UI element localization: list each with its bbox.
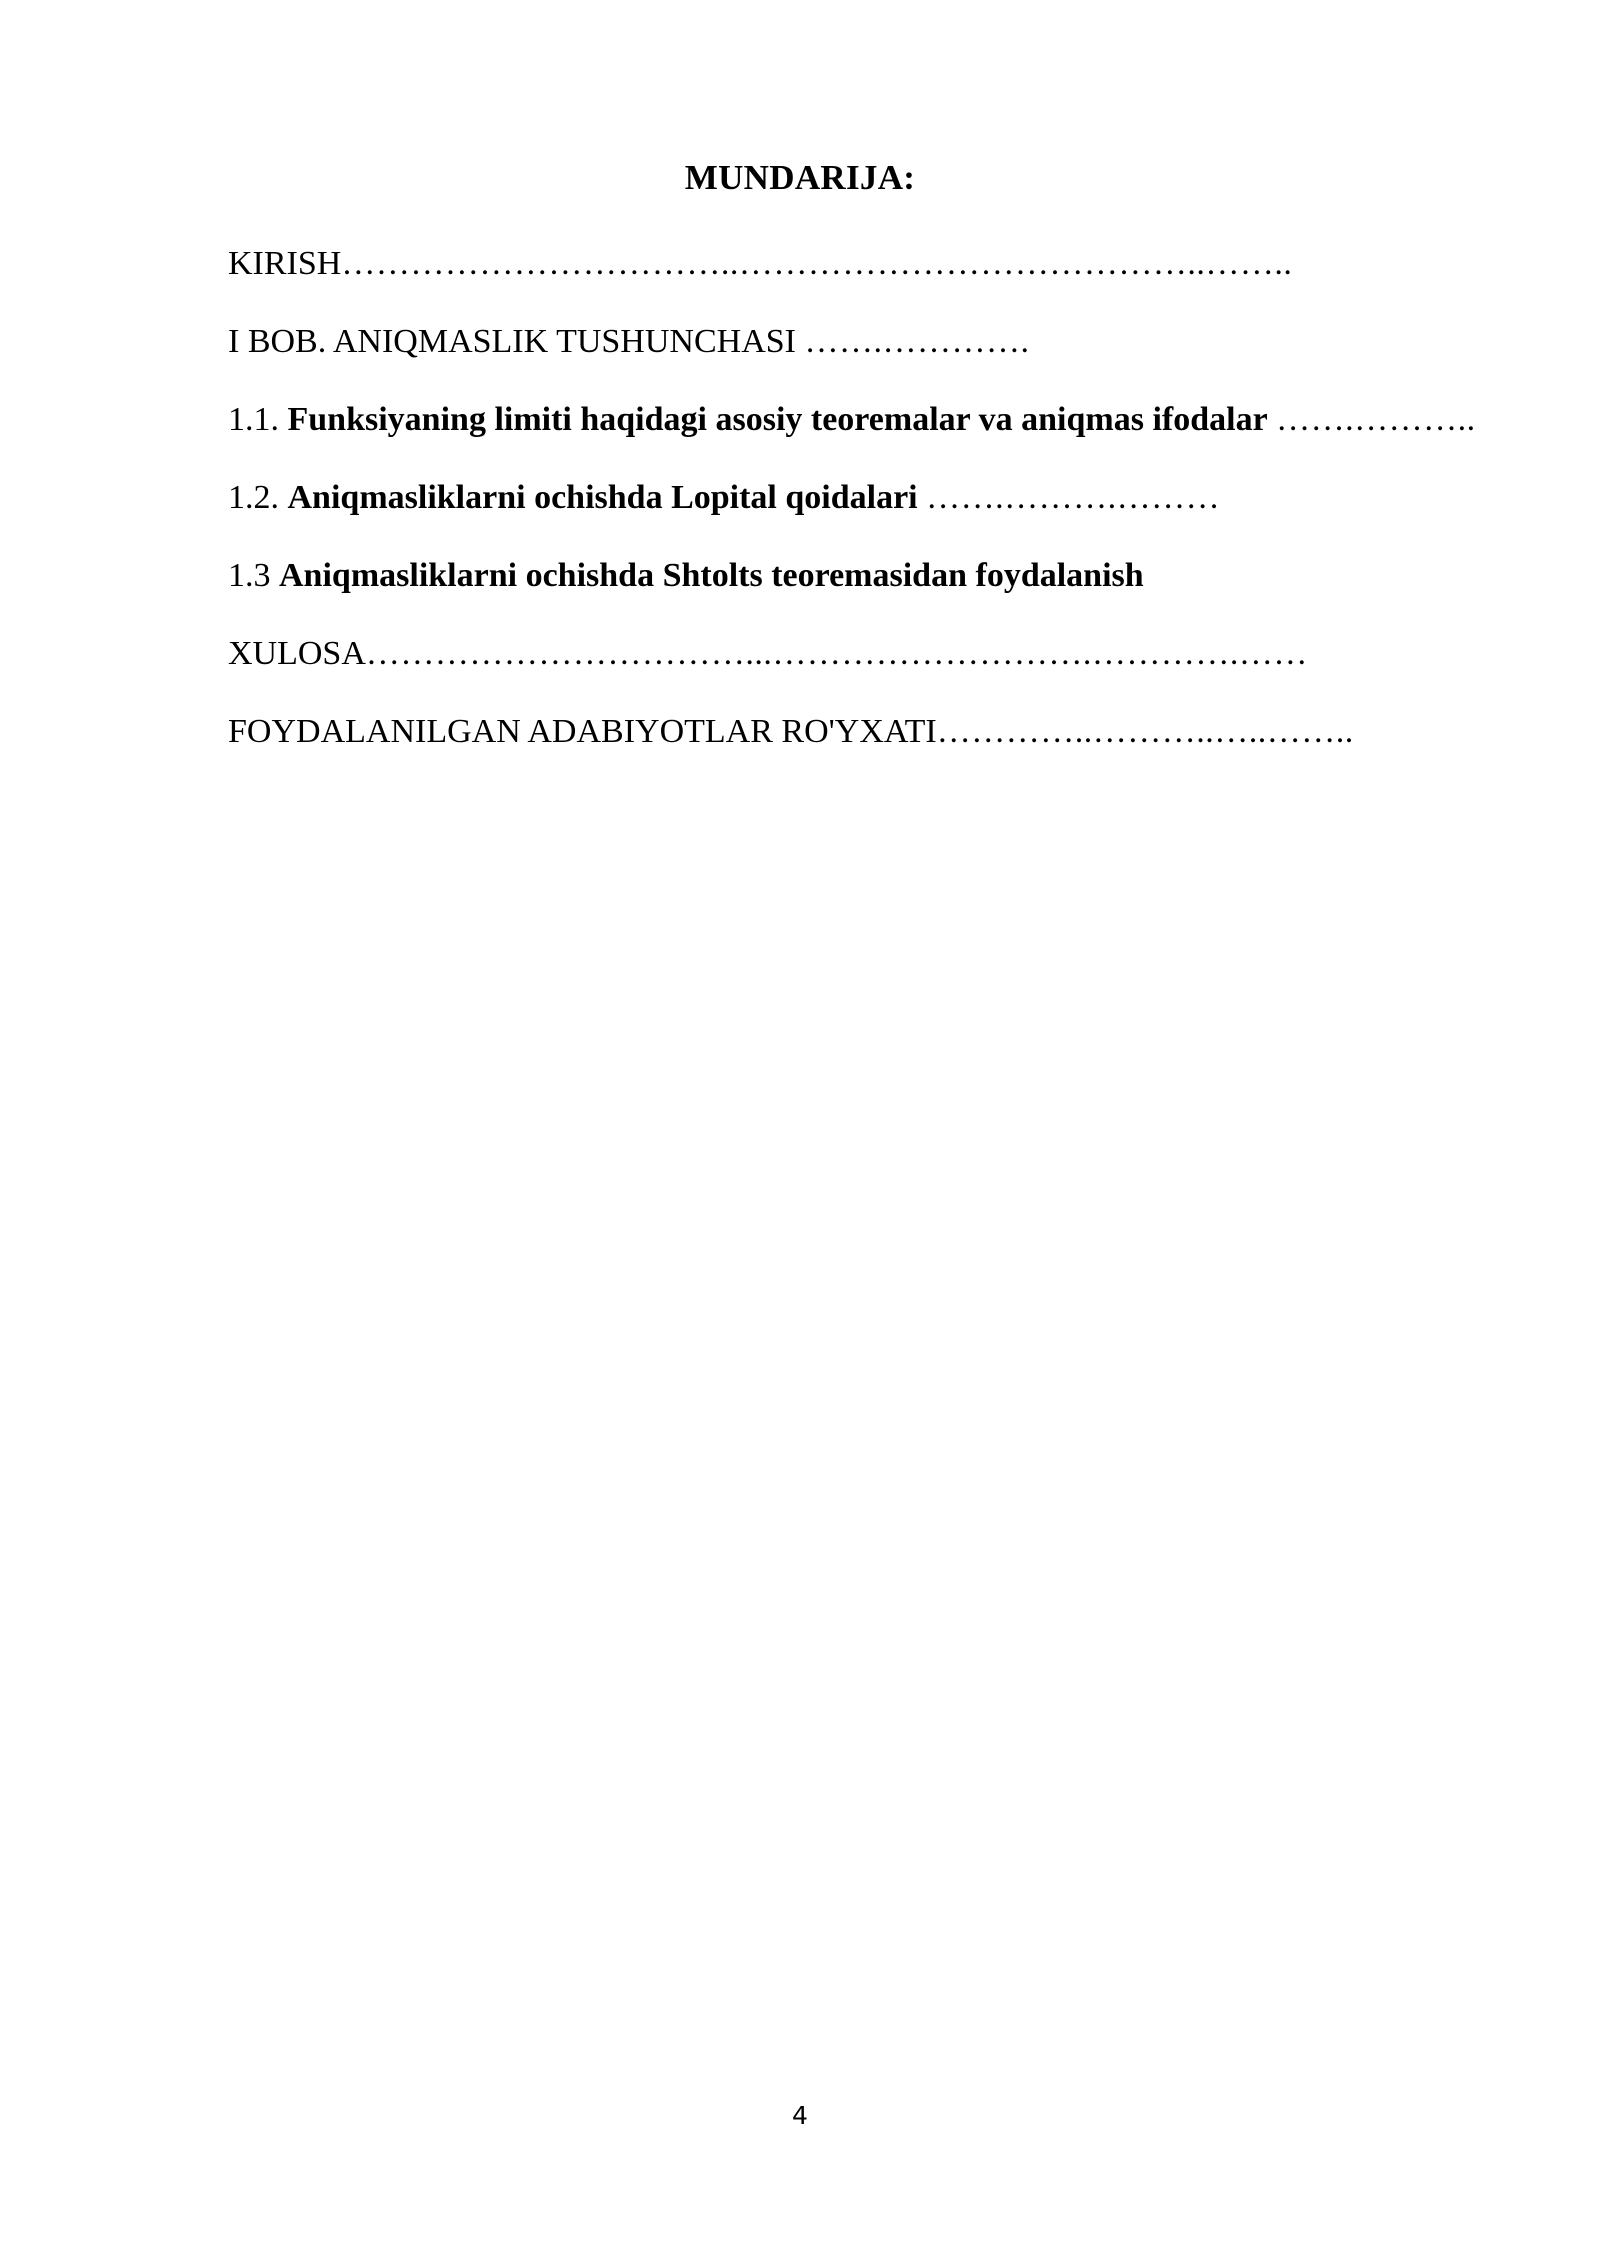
toc-entry-number: 1.1. [228,401,279,438]
toc-entry-title: Funksiyaning limiti haqidagi asosiy teoremalar va aniqmas ifodalar [287,401,1268,438]
toc-entry-label: XULOSA [228,635,366,672]
toc-entry-leader: ……………………………..…………………………………..…….. [341,245,1293,282]
toc-entry-title: Aniqmasliklarni ochishda Shtolts teoremasidan foydalanish [279,557,1144,594]
toc-entry-leader: …………..………..…..…….. [936,713,1354,750]
toc-title: MUNDARIJA: [684,158,916,197]
toc-entry-label: FOYDALANILGAN ADABIYOTLAR RO'YXATI [228,713,937,750]
toc-entry-leader: …….……….……… [926,479,1221,516]
toc-entry-leader: …….……….. [1276,401,1476,438]
toc-entry-adabiyotlar [228,706,1485,758]
toc-entry-section-1-3 [228,550,1485,602]
table-of-contents [228,238,1485,784]
toc-entry-chapter-1 [228,316,1485,368]
toc-entry-section-1-2 [228,472,1485,524]
toc-entry-leader: ……………………………...……………………….………….…… [365,635,1308,672]
toc-entry-title: Aniqmasliklarni ochishda Lopital qoidalari [287,479,918,516]
toc-entry-xulosa [228,628,1485,680]
toc-entry-kirish [228,238,1485,290]
toc-entry-number: 1.3 [228,557,271,594]
toc-entry-number: 1.2. [228,479,279,516]
toc-entry-leader: …….…………. [804,323,1030,360]
toc-entry-label: KIRISH [228,245,342,282]
toc-entry-section-1-1 [228,385,1485,455]
page-number: 4 [792,2101,808,2130]
toc-entry-label: I BOB. ANIQMASLIK TUSHUNCHASI [228,323,796,360]
